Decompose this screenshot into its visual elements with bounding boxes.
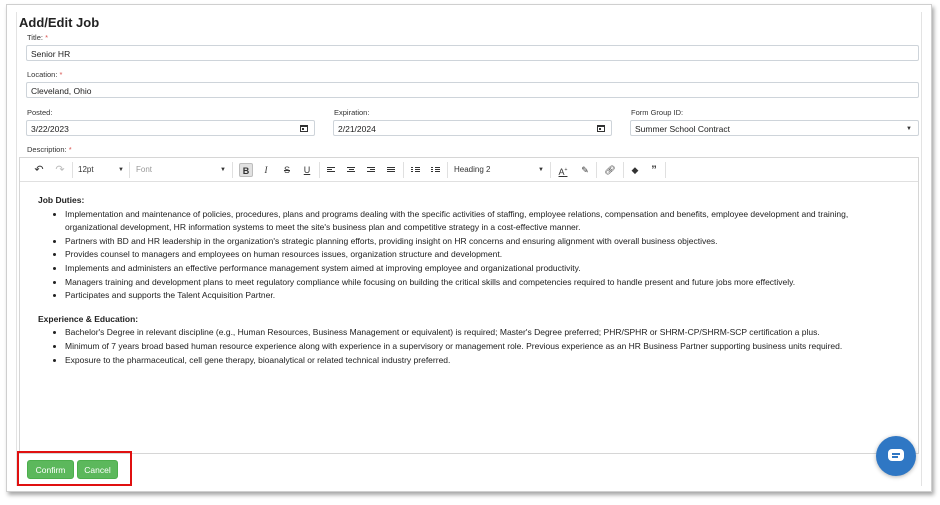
page-title: Add/Edit Job xyxy=(19,15,100,30)
toolbar-divider xyxy=(232,162,233,178)
required-marker: * xyxy=(68,145,72,154)
duties-list xyxy=(38,208,898,303)
toolbar-divider xyxy=(665,162,666,178)
expiration-label: Expiration: xyxy=(334,108,370,117)
toolbar-divider xyxy=(623,162,624,178)
list-item: • Participates and supports the Talent Acquisition Partner. xyxy=(65,289,898,303)
confirm-button[interactable]: Confirm xyxy=(27,460,74,479)
toolbar-divider xyxy=(403,162,404,178)
title-input[interactable] xyxy=(26,45,919,61)
redo-icon[interactable]: ↷ xyxy=(55,164,65,176)
chevron-down-icon: ▼ xyxy=(906,126,912,132)
title-label xyxy=(27,33,48,42)
font-size-select[interactable]: 12pt xyxy=(78,165,94,174)
list-item: • Managers training and development plans to meet regulatory compliance while focusing on building the critical skills and competencies required to handle present and future jobs more effectively. xyxy=(65,276,898,290)
required-marker: * xyxy=(45,33,48,42)
chevron-down-icon: ▼ xyxy=(538,167,544,173)
chevron-down-icon: ▼ xyxy=(118,167,124,173)
location-label xyxy=(27,70,62,79)
location-label-text: Location: xyxy=(27,70,58,79)
expiration-date-input[interactable] xyxy=(333,120,612,136)
rich-text-editor[interactable] xyxy=(19,157,919,454)
paragraph-style-select[interactable]: Heading 2 xyxy=(454,165,491,174)
posted-label: Posted: xyxy=(27,108,53,117)
posted-value: 3/22/2023 xyxy=(31,124,69,134)
toolbar-divider xyxy=(596,162,597,178)
list-item: • Implementation and maintenance of policies, procedures, plans and programs dealing with the specific activities of staffing, employee relations, compensation and benefits, employee development and training, organizational development, HR information systems to meet the site's business plan and competitive strategy in a cost-effective manner. xyxy=(65,208,898,235)
align-left-icon[interactable] xyxy=(327,167,335,174)
list-item: • Exposure to the pharmaceutical, cell gene therapy, bioanalytical or related technical industry preferred. xyxy=(65,354,898,368)
strikethrough-button[interactable]: S xyxy=(283,165,290,175)
expiration-value: 2/21/2024 xyxy=(338,124,376,134)
form-group-select[interactable] xyxy=(630,120,919,136)
chevron-down-icon: ▼ xyxy=(220,167,226,173)
bold-button[interactable]: B xyxy=(239,163,253,177)
title-label-text: Title: xyxy=(27,33,43,42)
location-value: Cleveland, Ohio xyxy=(31,86,92,96)
form-group-value: Summer School Contract xyxy=(635,124,730,134)
section-heading-duties: Job Duties: xyxy=(38,195,85,205)
toolbar-divider xyxy=(319,162,320,178)
section-heading-experience: Experience & Education: xyxy=(38,313,139,324)
calendar-icon[interactable] xyxy=(597,125,605,132)
align-right-icon[interactable] xyxy=(367,167,375,174)
description-label xyxy=(27,145,72,154)
toolbar-divider xyxy=(550,162,551,178)
chat-launcher-button[interactable] xyxy=(876,436,916,476)
align-center-icon[interactable] xyxy=(347,167,355,174)
undo-icon[interactable]: ↶ xyxy=(34,164,44,176)
list-item: • Bachelor's Degree in relevant discipline (e.g., Human Resources, Business Management or equivalent) is required; Master's Degree preferred; PHR/SPHR or SHRM-CP/SHRM-SCP certification a plus. xyxy=(65,326,898,340)
chat-icon xyxy=(888,449,904,461)
required-marker: * xyxy=(59,70,63,79)
editor-content[interactable] xyxy=(38,194,898,377)
posted-date-input[interactable] xyxy=(26,120,315,136)
description-label-text: Description: xyxy=(27,145,67,154)
list-item: • Minimum of 7 years broad based human resource experience along with experience in a supervisory or management role. Previous experience as an HR Business Partner supporting business units required. xyxy=(65,340,898,354)
underline-button[interactable]: U xyxy=(303,165,311,175)
numbered-list-icon[interactable] xyxy=(411,167,420,174)
location-input[interactable] xyxy=(26,82,919,98)
cancel-button[interactable]: Cancel xyxy=(77,460,118,479)
font-family-select[interactable]: Font xyxy=(136,165,153,174)
link-icon[interactable]: 🔗︎ xyxy=(604,165,616,175)
text-color-icon[interactable]: A+ xyxy=(558,167,568,177)
editor-toolbar xyxy=(20,158,918,182)
calendar-icon[interactable] xyxy=(300,125,308,132)
text-color-label: A xyxy=(558,167,565,177)
toolbar-divider xyxy=(129,162,130,178)
experience-list xyxy=(38,326,898,367)
italic-button[interactable]: I xyxy=(264,165,268,175)
toolbar-divider xyxy=(447,162,448,178)
form-group-label: Form Group ID: xyxy=(631,108,684,117)
toolbar-divider xyxy=(72,162,73,178)
list-item: • Implements and administers an effective performance management system aimed at improving employee and organizational productivity. xyxy=(65,262,898,276)
list-item: • Provides counsel to managers and employees on human resources issues, organization structure and development. xyxy=(65,248,898,262)
highlighter-icon[interactable]: ✎ xyxy=(581,165,589,175)
bullet-list-icon[interactable] xyxy=(431,167,440,174)
title-value: Senior HR xyxy=(31,49,71,59)
eraser-icon[interactable]: ◆ xyxy=(631,165,639,175)
quote-icon[interactable]: ” xyxy=(651,164,657,176)
align-justify-icon[interactable] xyxy=(387,167,395,174)
list-item: • Partners with BD and HR leadership in the organization's strategic planning efforts, providing insight on HR concerns and ensuring alignment with overall business objectives. xyxy=(65,235,898,249)
